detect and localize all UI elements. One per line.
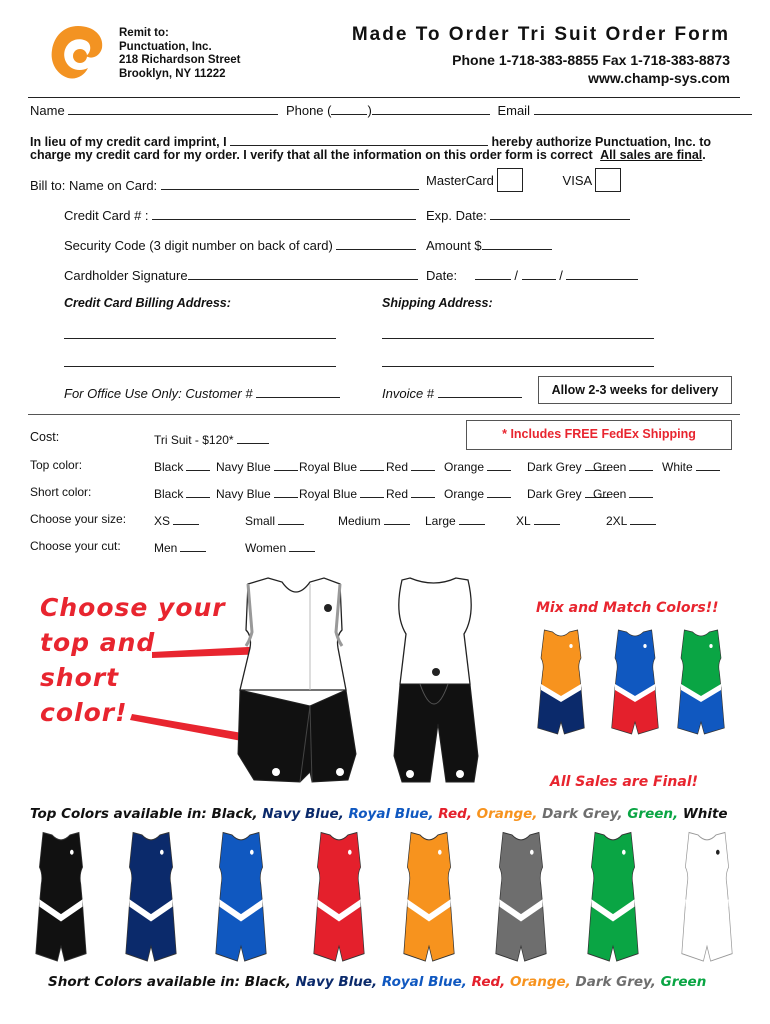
mastercard-label: MasterCard xyxy=(426,173,494,189)
cut-label: Choose your cut: xyxy=(30,539,121,553)
top-color-option-label: Black xyxy=(154,460,184,474)
signature-label: Cardholder Signature xyxy=(64,268,188,283)
date-separator: / xyxy=(559,268,563,283)
all-sales-final-caption: All Sales are Final! xyxy=(550,774,699,790)
mix-suit-royal-red xyxy=(612,630,659,734)
color-swatch-suit xyxy=(496,832,546,961)
short-colors-caption xyxy=(48,974,706,990)
phone-close-paren: ) xyxy=(367,103,372,118)
headline-line: short xyxy=(40,663,120,692)
email-label: Email xyxy=(497,103,530,118)
credit-card-label: Credit Card # : xyxy=(64,208,149,223)
size-option-label: Large xyxy=(425,514,456,528)
color-name: Orange, xyxy=(471,806,538,822)
tri-suit-back-icon xyxy=(394,578,478,782)
color-swatch-suit xyxy=(588,832,638,961)
color-name: Royal Blue, xyxy=(343,806,434,822)
exp-date-label: Exp. Date: xyxy=(426,208,487,223)
headline-line: Choose your xyxy=(40,593,226,622)
phone-fax: Phone 1-718-383-8855 Fax 1-718-383-8873 xyxy=(452,52,730,68)
authorization-text: charge my credit card for my order. I verify that all the information on this order form is correct xyxy=(30,148,593,162)
headline-line: top and xyxy=(40,628,156,657)
short-color-option-label: Black xyxy=(154,487,184,501)
short-colors-intro: Short Colors available in: xyxy=(48,974,241,990)
top-color-option-label: Red xyxy=(386,460,409,474)
size-option-label: Medium xyxy=(338,514,381,528)
color-swatch-suit xyxy=(682,832,732,961)
color-name: Black, xyxy=(244,974,291,990)
color-name: Navy Blue, xyxy=(290,974,378,990)
short-color-option-label: Navy Blue xyxy=(216,487,271,501)
cost-label: Cost: xyxy=(30,430,60,444)
mix-match-suits xyxy=(538,630,725,734)
street-address: 218 Richardson Street xyxy=(119,54,241,66)
bill-to-label: Bill to: Name on Card: xyxy=(30,178,158,193)
short-color-option-label: Red xyxy=(386,487,409,501)
visa-label: VISA xyxy=(562,173,593,189)
size-option-label: 2XL xyxy=(606,514,628,528)
headline-line: color! xyxy=(40,698,128,727)
size-option-label: Small xyxy=(245,514,276,528)
fedex-note: * Includes FREE FedEx Shipping xyxy=(466,420,732,450)
amount-label: Amount $ xyxy=(426,238,482,253)
short-color-option-label: Orange xyxy=(444,487,485,501)
top-color-option-label: White xyxy=(662,460,693,474)
short-color-option-label: Green xyxy=(593,487,627,501)
top-color-swatches xyxy=(36,832,732,961)
office-use-label: For Office Use Only: Customer # xyxy=(64,386,253,401)
remit-label: Remit to: xyxy=(119,27,169,39)
color-name: Green, xyxy=(622,806,679,822)
size-option-label: XS xyxy=(154,514,171,528)
date-label: Date: xyxy=(426,268,458,283)
color-swatch-suit xyxy=(216,832,266,961)
form-title: Made To Order Tri Suit Order Form xyxy=(351,24,730,45)
color-swatch-suit xyxy=(36,832,86,961)
color-name: Orange, xyxy=(505,974,571,990)
color-name: Dark Grey, xyxy=(537,806,623,822)
cost-value: Tri Suit - $120* xyxy=(154,433,234,447)
authorization-period: . xyxy=(702,148,706,162)
website: www.champ-sys.com xyxy=(588,70,730,86)
color-swatch-suit xyxy=(404,832,454,961)
color-name: Green xyxy=(655,974,707,990)
mix-suit-orange-navy xyxy=(538,630,585,734)
cut-option-label: Men xyxy=(154,541,178,555)
mix-suit-green-royal xyxy=(678,630,725,734)
color-swatch-suit xyxy=(126,832,176,961)
color-name: Red, xyxy=(466,974,506,990)
top-colors-caption xyxy=(30,806,728,822)
billing-address-heading: Credit Card Billing Address: xyxy=(64,296,231,310)
size-option-label: XL xyxy=(516,514,531,528)
color-swatch-suit xyxy=(314,832,364,961)
color-name: Royal Blue, xyxy=(377,974,467,990)
company-name: Punctuation, Inc. xyxy=(119,40,212,53)
color-name: Black, xyxy=(211,806,258,822)
color-name: Red, xyxy=(433,806,472,822)
color-name: White xyxy=(678,806,728,822)
authorization-start: In lieu of my credit card imprint, I xyxy=(30,135,227,149)
top-color-option-label: Royal Blue xyxy=(299,460,358,474)
name-label: Name xyxy=(30,103,65,118)
top-color-label: Top color: xyxy=(30,458,83,472)
delivery-note: Allow 2-3 weeks for delivery xyxy=(538,376,732,404)
city-address: Brooklyn, NY 11222 xyxy=(119,67,226,80)
phone-label: Phone ( xyxy=(285,103,332,118)
short-color-option-label: Royal Blue xyxy=(299,487,358,501)
short-color-option-label: Dark Grey xyxy=(527,487,582,501)
size-label: Choose your size: xyxy=(30,512,127,526)
color-name: Dark Grey, xyxy=(570,974,656,990)
security-code-label: Security Code (3 digit number on back of card) xyxy=(64,238,333,253)
top-color-option-label: Dark Grey xyxy=(527,460,582,474)
mix-match-caption: Mix and Match Colors!! xyxy=(536,600,719,616)
top-color-option-label: Orange xyxy=(444,460,485,474)
all-sales-final-underlined: All sales are final xyxy=(600,148,703,162)
color-name: Navy Blue, xyxy=(257,806,344,822)
top-colors-intro: Top Colors available in: xyxy=(30,806,207,822)
top-color-option-label: Navy Blue xyxy=(216,460,271,474)
top-color-option-label: Green xyxy=(593,460,627,474)
shipping-address-heading: Shipping Address: xyxy=(382,296,493,310)
tri-suit-front-icon xyxy=(238,578,356,782)
authorization-end: hereby authorize Punctuation, Inc. to xyxy=(491,135,712,149)
cut-option-label: Women xyxy=(245,541,287,555)
date-separator: / xyxy=(514,268,518,283)
short-color-label: Short color: xyxy=(30,485,92,499)
invoice-label: Invoice # xyxy=(382,386,435,401)
